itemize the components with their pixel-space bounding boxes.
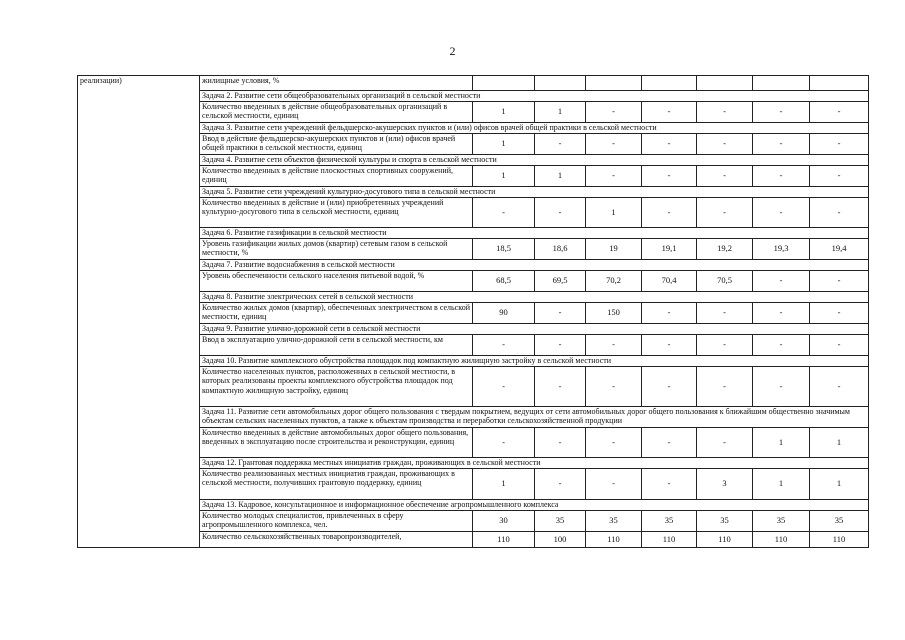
value-cell: - — [586, 102, 642, 123]
task-heading: Задача 9. Развитие улично-дорожной сети в сельской местности — [200, 324, 869, 335]
indicator-name: Уровень обеспеченности сельского населения питьевой водой, % — [200, 271, 473, 292]
value-cell — [473, 76, 535, 91]
value-cell: 70,4 — [642, 271, 697, 292]
value-cell: - — [753, 367, 810, 407]
value-cell: - — [586, 367, 642, 407]
value-cell: - — [810, 367, 869, 407]
indicator-name: Количество реализованных местных инициатив граждан, проживающих в сельской местности, получивших грантовую поддержку, единиц — [200, 469, 473, 500]
value-cell: - — [642, 198, 697, 228]
task-heading: Задача 11. Развитие сети автомобильных дорог общего пользования с твердым покрытием, ведущих от сети автомобильных дорог общего пользования к ближайшим общественно значимым объектам сельских населенных пунктов, а также к объектам производства и переработки сельскохозяйственной продукции — [200, 407, 869, 428]
value-cell: - — [810, 271, 869, 292]
indicator-name: Количество населенных пунктов, расположенных в сельской местности, в которых реализованы проекты комплексного обустройства площадок под компактную жилищную застройку, единиц — [200, 367, 473, 407]
value-cell: - — [642, 335, 697, 356]
value-cell: - — [697, 428, 753, 458]
value-cell: - — [642, 469, 697, 500]
value-cell: 70,5 — [697, 271, 753, 292]
indicator-name: Количество введенных в действие автомобильных дорог общего пользования, введенных в эксплуатацию после строительства и реконструкции, единиц — [200, 428, 473, 458]
indicator-name: Количество введенных в действие общеобразовательных организаций в сельской местности, единиц — [200, 102, 473, 123]
value-cell: - — [586, 428, 642, 458]
value-cell — [697, 76, 753, 91]
value-cell — [810, 76, 869, 91]
value-cell: - — [753, 102, 810, 123]
value-cell — [753, 76, 810, 91]
indicator-name: Количество введенных в действие и (или) приобретенных учреждений культурно-досугового типа в сельской местности, единиц — [200, 198, 473, 228]
value-cell: - — [697, 134, 753, 155]
indicator-name: жилищные условия, % — [200, 76, 473, 91]
value-cell: - — [535, 428, 586, 458]
value-cell: 110 — [697, 532, 753, 548]
task-heading: Задача 10. Развитие комплексного обустройства площадок под компактную жилищную застройку в сельской местности — [200, 356, 869, 367]
value-cell: - — [642, 102, 697, 123]
value-cell: - — [535, 469, 586, 500]
value-cell — [535, 76, 586, 91]
indicator-name: Ввод в эксплуатацию улично-дорожной сети в сельской местности, км — [200, 335, 473, 356]
value-cell: - — [473, 367, 535, 407]
value-cell: - — [753, 134, 810, 155]
value-cell: 35 — [586, 511, 642, 532]
value-cell: - — [642, 134, 697, 155]
value-cell: 1 — [473, 469, 535, 500]
task-heading: Задача 8. Развитие электрических сетей в сельской местности — [200, 292, 869, 303]
value-cell: 35 — [697, 511, 753, 532]
task-heading: Задача 2. Развитие сети общеобразовательных организаций в сельской местности — [200, 91, 869, 102]
value-cell: 110 — [753, 532, 810, 548]
value-cell: 18,5 — [473, 239, 535, 260]
value-cell — [586, 76, 642, 91]
indicator-name: Количество введенных в действие плоскостных спортивных сооружений, единиц — [200, 166, 473, 187]
value-cell: 70,2 — [586, 271, 642, 292]
value-cell: 110 — [642, 532, 697, 548]
value-cell: 1 — [535, 102, 586, 123]
task-heading: Задача 6. Развитие газификации в сельской местности — [200, 228, 869, 239]
value-cell: - — [473, 335, 535, 356]
value-cell: - — [753, 303, 810, 324]
value-cell: - — [586, 134, 642, 155]
value-cell: 110 — [586, 532, 642, 548]
value-cell: 18,6 — [535, 239, 586, 260]
value-cell: - — [753, 271, 810, 292]
value-cell: - — [697, 102, 753, 123]
page-number: 2 — [449, 44, 456, 58]
section-cell: реализации) — [78, 76, 200, 548]
value-cell: - — [535, 303, 586, 324]
value-cell: 1 — [753, 469, 810, 500]
value-cell: 1 — [535, 166, 586, 187]
value-cell: - — [535, 367, 586, 407]
value-cell: 1 — [810, 428, 869, 458]
value-cell: - — [810, 335, 869, 356]
value-cell: 19,1 — [642, 239, 697, 260]
value-cell: - — [810, 134, 869, 155]
value-cell: 3 — [697, 469, 753, 500]
value-cell: - — [642, 303, 697, 324]
value-cell: 35 — [753, 511, 810, 532]
table-row — [78, 76, 869, 91]
value-cell: 110 — [473, 532, 535, 548]
value-cell: 1 — [473, 166, 535, 187]
value-cell: - — [753, 166, 810, 187]
value-cell: 1 — [473, 134, 535, 155]
value-cell: - — [535, 335, 586, 356]
table-body — [78, 76, 869, 548]
indicator-name: Ввод в действие фельдшерско-акушерских пунктов и (или) офисов врачей общей практики в сельской местности, единиц — [200, 134, 473, 155]
indicator-name: Количество жилых домов (квартир), обеспеченных электричеством в сельской местности, единиц — [200, 303, 473, 324]
value-cell: 19,2 — [697, 239, 753, 260]
value-cell: 150 — [586, 303, 642, 324]
value-cell: 68,5 — [473, 271, 535, 292]
value-cell: - — [642, 367, 697, 407]
task-heading: Задача 4. Развитие сети объектов физической культуры и спорта в сельской местности — [200, 155, 869, 166]
value-cell: 69,5 — [535, 271, 586, 292]
task-heading: Задача 13. Кадровое, консультационное и информационное обеспечение агропромышленного комплекса — [200, 500, 869, 511]
value-cell: - — [697, 367, 753, 407]
value-cell: 1 — [473, 102, 535, 123]
task-heading: Задача 12. Грантовая поддержка местных инициатив граждан, проживающих в сельской местности — [200, 458, 869, 469]
value-cell: - — [753, 198, 810, 228]
value-cell: - — [473, 428, 535, 458]
value-cell: - — [697, 198, 753, 228]
value-cell: 19,3 — [753, 239, 810, 260]
value-cell: - — [697, 303, 753, 324]
value-cell: - — [642, 166, 697, 187]
value-cell: - — [697, 166, 753, 187]
value-cell: - — [810, 166, 869, 187]
value-cell: 19,4 — [810, 239, 869, 260]
value-cell: - — [642, 428, 697, 458]
value-cell: - — [473, 198, 535, 228]
indicator-name: Количество сельскохозяйственных товаропроизводителей, — [200, 532, 473, 548]
value-cell: 90 — [473, 303, 535, 324]
task-heading: Задача 3. Развитие сети учреждений фельдшерско-акушерских пунктов и (или) офисов врачей общей практики в сельской местности — [200, 123, 869, 134]
value-cell: - — [810, 303, 869, 324]
value-cell: - — [697, 335, 753, 356]
indicator-name: Количество молодых специалистов, привлеченных в сферу агропромышленного комплекса, чел. — [200, 511, 473, 532]
value-cell: 30 — [473, 511, 535, 532]
value-cell: - — [586, 335, 642, 356]
value-cell: 1 — [810, 469, 869, 500]
task-heading: Задача 7. Развитие водоснабжения в сельской местности — [200, 260, 869, 271]
value-cell: 35 — [810, 511, 869, 532]
value-cell: 35 — [642, 511, 697, 532]
value-cell: 100 — [535, 532, 586, 548]
value-cell: 1 — [586, 198, 642, 228]
value-cell: - — [535, 134, 586, 155]
value-cell: - — [810, 102, 869, 123]
indicators-table — [77, 75, 869, 548]
value-cell — [642, 76, 697, 91]
value-cell: 19 — [586, 239, 642, 260]
value-cell: 35 — [535, 511, 586, 532]
indicator-name: Уровень газификации жилых домов (квартир) сетевым газом в сельской местности, % — [200, 239, 473, 260]
value-cell: - — [535, 198, 586, 228]
value-cell: - — [586, 469, 642, 500]
value-cell: 110 — [810, 532, 869, 548]
value-cell: - — [810, 198, 869, 228]
value-cell: - — [586, 166, 642, 187]
task-heading: Задача 5. Развитие сети учреждений культурно-досугового типа в сельской местности — [200, 187, 869, 198]
value-cell: 1 — [753, 428, 810, 458]
value-cell: - — [753, 335, 810, 356]
